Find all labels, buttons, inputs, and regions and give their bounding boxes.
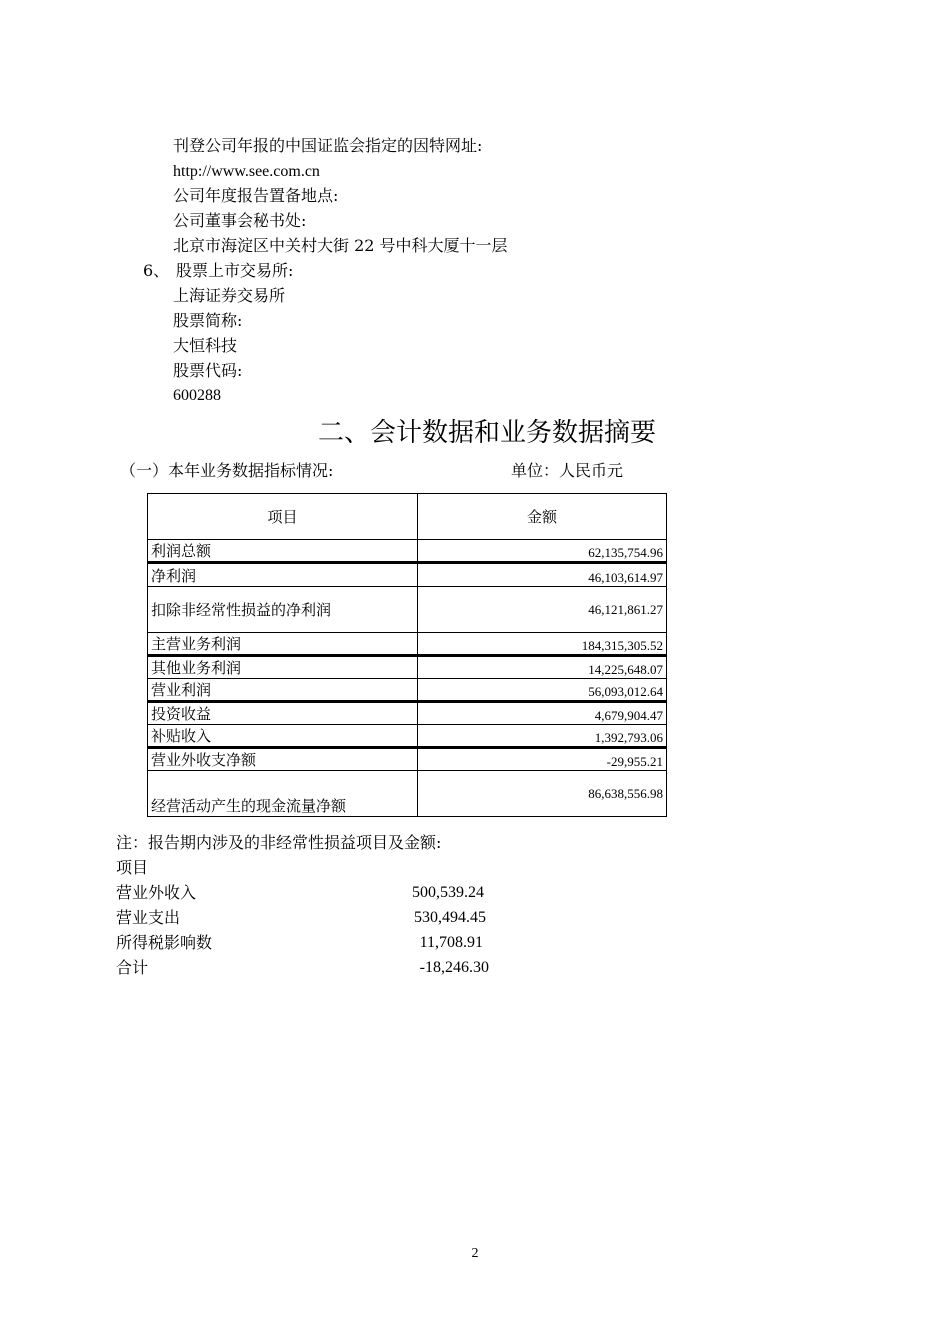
stock-name: 大恒科技 [173,336,238,355]
note-title: 注：报告期内涉及的非经常性损益项目及金额: [116,833,442,852]
table-row [148,563,667,587]
table-row [148,748,667,771]
row-label: 扣除非经常性损益的净利润 [148,587,418,633]
unit-label: 单位：人民币元 [511,461,624,480]
table-header-row [148,494,667,540]
table-row [148,702,667,725]
row-label: 其他业务利润 [148,656,418,679]
row-value: 184,315,305.52 [418,633,667,656]
row-label: 利润总额 [148,540,418,563]
note-row-label: 合计 [116,958,149,977]
row-value: 86,638,556.98 [418,771,667,817]
row-label: 营业外收支净额 [148,748,418,771]
stock-code: 600288 [173,387,221,404]
note-row-value: 500,539.24 [412,884,484,901]
note-row-label: 营业支出 [116,908,181,927]
table-row [148,587,667,633]
report-place: 公司董事会秘书处: [173,211,307,230]
row-label: 经营活动产生的现金流量净额 [148,771,418,817]
row-label: 投资收益 [148,702,418,725]
row-value: 46,103,614.97 [418,563,667,587]
web-label: 刊登公司年报的中国证监会指定的因特网址: [173,136,483,155]
stock-code-label: 股票代码: [173,361,243,380]
note-header: 项目 [116,858,149,877]
row-value: 4,679,904.47 [418,702,667,725]
row-value: 62,135,754.96 [418,540,667,563]
table-row [148,540,667,563]
row-label: 主营业务利润 [148,633,418,656]
header-item: 项目 [148,494,418,540]
table-row [148,656,667,679]
header-amount: 金额 [418,494,667,540]
row-label: 补贴收入 [148,725,418,748]
note-row-label: 所得税影响数 [116,933,213,952]
row-label: 营业利润 [148,679,418,702]
table-row [148,679,667,702]
row-value: 1,392,793.06 [418,725,667,748]
note-row-label: 营业外收入 [116,883,197,902]
report-place-label: 公司年度报告置备地点: [173,186,339,205]
section-subtitle: （一）本年业务数据指标情况: [120,461,334,480]
web-url: http://www.see.com.cn [173,163,320,180]
note-row-value: 11,708.91 [419,934,483,951]
exchange-label: 股票上市交易所: [176,261,294,280]
table-row [148,633,667,656]
row-value: 56,093,012.64 [418,679,667,702]
note-row-value: 530,494.45 [414,909,486,926]
note-row-value: -18,246.30 [419,959,489,976]
table-row [148,725,667,748]
page-number: 2 [471,1246,479,1261]
exchange: 上海证券交易所 [173,286,286,305]
table-row [148,771,667,817]
address: 北京市海淀区中关村大街 22 号中科大厦十一层 [173,236,508,255]
stock-name-label: 股票简称: [173,311,243,330]
metrics-table [147,493,667,817]
item-6-number: 6、 [143,261,170,280]
row-label: 净利润 [148,563,418,587]
row-value: 14,225,648.07 [418,656,667,679]
row-value: -29,955.21 [418,748,667,771]
section-title: 二、会计数据和业务数据摘要 [318,418,657,448]
row-value: 46,121,861.27 [418,587,667,633]
